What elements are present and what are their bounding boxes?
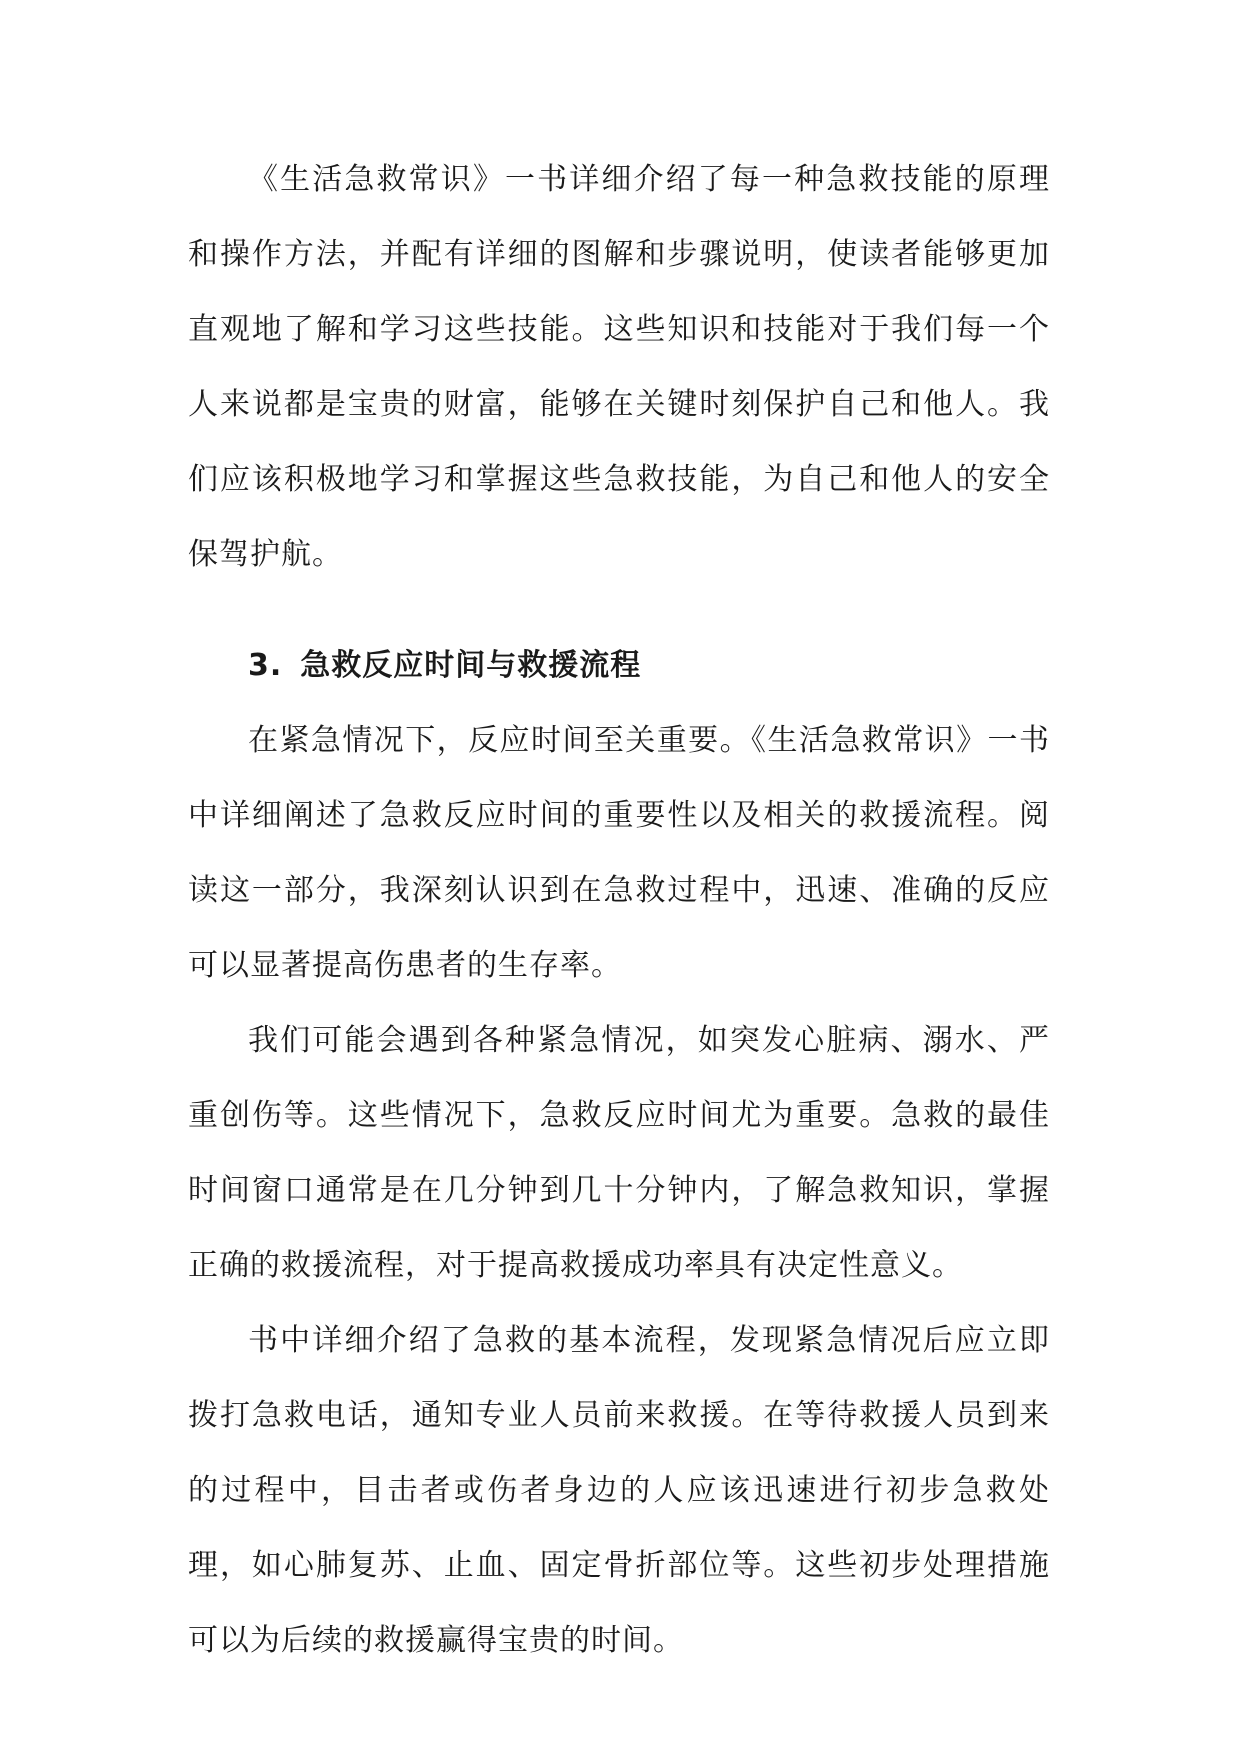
paragraph-4: 书中详细介绍了急救的基本流程，发现紧急情况后应立即拨打急救电话，通知专业人员前来救援。在等待救援人员到来的过程中，目击者或伤者身边的人应该迅速进行初步急救处理，如心肺复苏、止血、固定骨折部位等。这些初步处理措施可以为后续的救援赢得宝贵的时间。: [188, 1323, 1050, 1658]
paragraph-2: 在紧急情况下，反应时间至关重要。《生活急救常识》一书中详细阐述了急救反应时间的重要性以及相关的救援流程。阅读这一部分，我深刻认识到在急救过程中，迅速、准确的反应可以显著提高伤患者的生存率。: [188, 723, 1050, 983]
section-heading: [188, 628, 1050, 703]
document-body: [188, 142, 1050, 1678]
section-title: 急救反应时间与救援流程: [300, 648, 642, 683]
paragraph-3: 我们可能会遇到各种紧急情况，如突发心脏病、溺水、严重创伤等。这些情况下，急救反应时间尤为重要。急救的最佳时间窗口通常是在几分钟到几十分钟内，了解急救知识，掌握正确的救援流程，对于提高救援成功率具有决定性意义。: [188, 1023, 1050, 1283]
section-number: 3.: [248, 648, 283, 683]
paragraph-1: 《生活急救常识》一书详细介绍了每一种急救技能的原理和操作方法，并配有详细的图解和步骤说明，使读者能够更加直观地了解和学习这些技能。这些知识和技能对于我们每一个人来说都是宝贵的财富，能够在关键时刻保护自己和他人。我们应该积极地学习和掌握这些急救技能，为自己和他人的安全保驾护航。: [188, 162, 1050, 572]
